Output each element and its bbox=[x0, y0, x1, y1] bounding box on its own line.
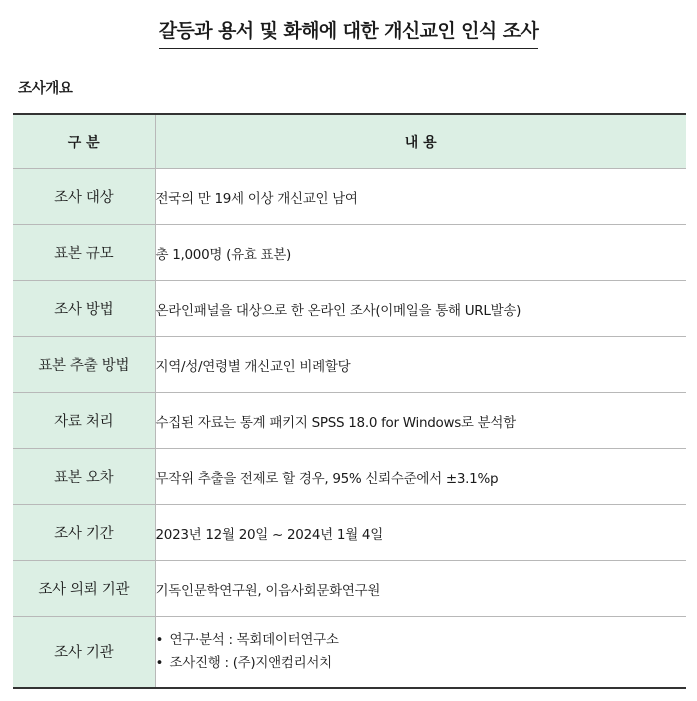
survey-overview-table bbox=[13, 113, 686, 689]
table-row bbox=[13, 505, 686, 561]
bullet-mark: • bbox=[155, 631, 164, 648]
row-key: 조사 방법 bbox=[13, 281, 155, 337]
list-item bbox=[156, 629, 687, 652]
row-key: 조사 기관 bbox=[13, 617, 155, 688]
table-row bbox=[13, 169, 686, 225]
row-key: 표본 규모 bbox=[13, 225, 155, 281]
row-value: 온라인패널을 대상으로 한 온라인 조사(이메일을 통해 URL발송) bbox=[155, 281, 686, 337]
table-header-row bbox=[13, 114, 686, 169]
table-row bbox=[13, 225, 686, 281]
row-key: 자료 처리 bbox=[13, 393, 155, 449]
header-category: 구 분 bbox=[13, 114, 155, 169]
list-item bbox=[156, 652, 687, 675]
section-label: 조사개요 bbox=[18, 81, 73, 97]
row-value bbox=[155, 617, 686, 688]
row-value: 수집된 자료는 통계 패키지 SPSS 18.0 for Windows로 분석함 bbox=[155, 393, 686, 449]
bullet-list bbox=[156, 629, 687, 675]
row-value: 2023년 12월 20일 ~ 2024년 1월 4일 bbox=[155, 505, 686, 561]
list-item-text: 연구·분석 : 목회데이터연구소 bbox=[169, 631, 339, 648]
row-value: 총 1,000명 (유효 표본) bbox=[155, 225, 686, 281]
row-value: 무작위 추출을 전제로 할 경우, 95% 신뢰수준에서 ±3.1%p bbox=[155, 449, 686, 505]
list-item-text: 조사진행 : (주)지앤컴리서치 bbox=[169, 654, 332, 671]
header-content: 내 용 bbox=[155, 114, 686, 169]
title-wrap bbox=[0, 16, 697, 49]
row-key: 조사 의뢰 기관 bbox=[13, 561, 155, 617]
row-key: 표본 오차 bbox=[13, 449, 155, 505]
table-row bbox=[13, 393, 686, 449]
table-row bbox=[13, 617, 686, 688]
table-row bbox=[13, 281, 686, 337]
table-row bbox=[13, 449, 686, 505]
row-value: 기독인문학연구원, 이음사회문화연구원 bbox=[155, 561, 686, 617]
row-value: 지역/성/연령별 개신교인 비례할당 bbox=[155, 337, 686, 393]
page-title: 갈등과 용서 및 화해에 대한 개신교인 인식 조사 bbox=[159, 16, 538, 49]
table-row bbox=[13, 561, 686, 617]
table-row bbox=[13, 337, 686, 393]
row-value: 전국의 만 19세 이상 개신교인 남여 bbox=[155, 169, 686, 225]
row-key: 표본 추출 방법 bbox=[13, 337, 155, 393]
bullet-mark: • bbox=[155, 654, 164, 671]
row-key: 조사 기간 bbox=[13, 505, 155, 561]
row-key: 조사 대상 bbox=[13, 169, 155, 225]
